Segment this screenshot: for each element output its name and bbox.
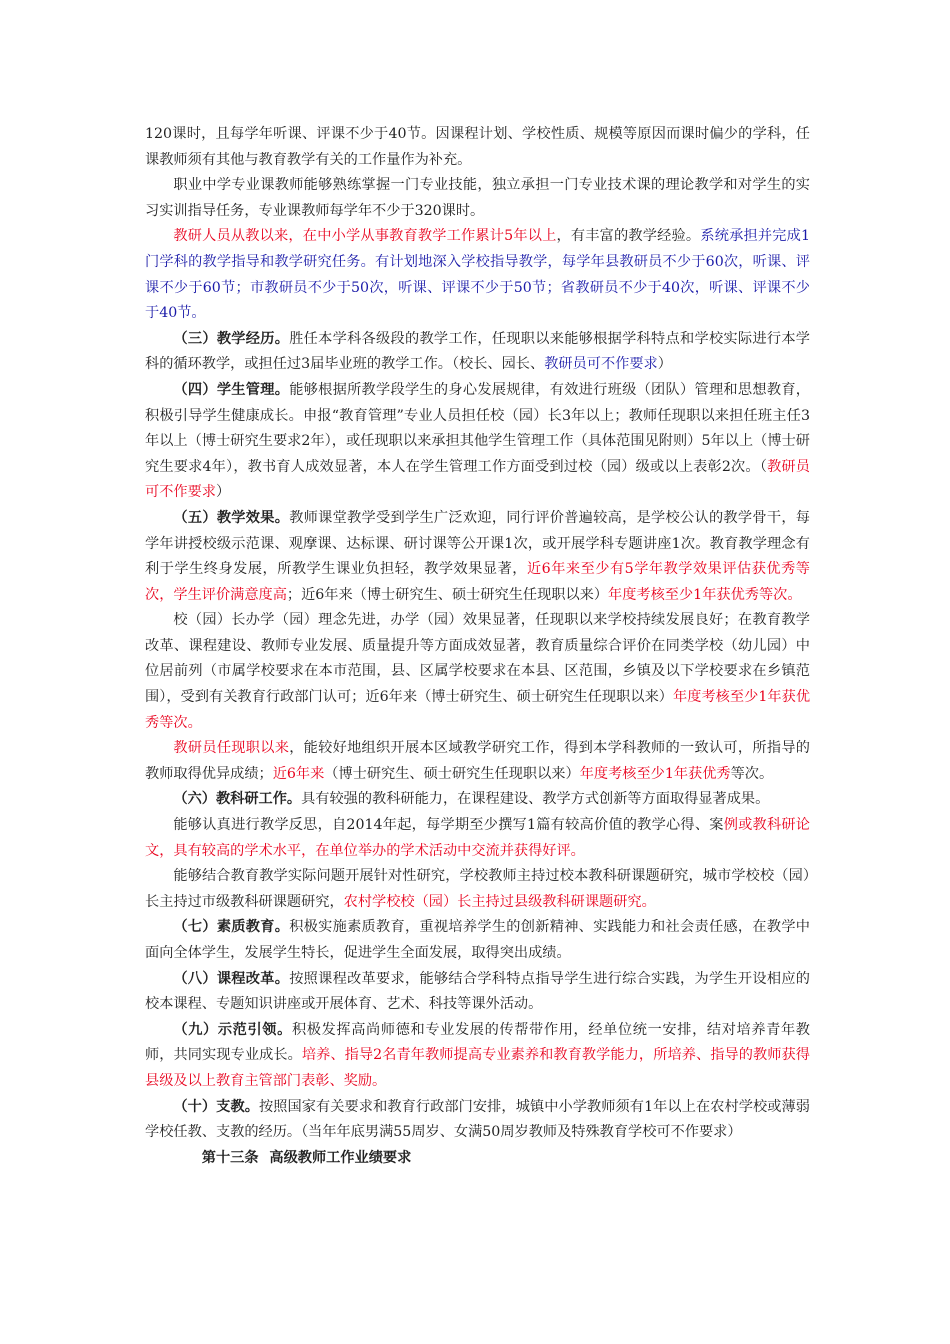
p4-text-run: 教研员可不作要求	[544, 356, 658, 373]
p10-text-run: 例或教科研论文，具有较高的学术水平，在单位举办的学术活动中交流并获得好评。	[145, 817, 810, 859]
paragraph-research-staff	[145, 224, 810, 326]
paragraph-class-hours	[145, 122, 810, 173]
document-body	[145, 122, 810, 1171]
p8-text-run: 教研员任现职以来	[173, 740, 290, 757]
p11-text-run: 能够结合教育教学实际问题开展针对性研究，学校教师主持过校本教科研课题研究，城市学校校（园）长主持过市级教科研课题研究，	[145, 868, 810, 910]
p6-text-run: ；近6年来（博士研究生、硕士研究生任现职以来）	[286, 586, 609, 603]
paragraph-research-projects	[145, 864, 810, 915]
paragraph-curriculum-reform	[145, 967, 810, 1018]
paragraph-researcher-effect	[145, 736, 810, 787]
paragraph-support-teaching	[145, 1095, 810, 1146]
p13-text-run: 按照课程改革要求，能够结合学科特点指导学生进行综合实践，为学生开设相应的校本课程、专题知识讲座或开展体育、艺术、科技等课外活动。	[145, 970, 810, 1013]
p8-text-run: ，能较好地组织开展本区域教学研究工作，得到本学科教师的一致认可，所指导的教师取得优异成绩；	[145, 740, 810, 782]
p5-text-run: （四）学生管理。	[173, 381, 290, 398]
p1-text-run: 120课时，且每学年听课、评课不少于40节。因课程计划、学校性质、规模等原因而课时偏少的学科，任课教师须有其他与教育教学有关的工作量作为补充。	[145, 126, 810, 168]
p9-text-run: 具有较强的教科研能力，在课程建设、教学方式创新等方面取得显著成果。	[301, 791, 770, 808]
paragraph-research-work	[145, 787, 810, 813]
p4-text-run: （三）教学经历。	[173, 330, 290, 347]
p4-text-run: ）	[657, 356, 672, 373]
article-title: 高级教师工作业绩要求	[269, 1149, 412, 1166]
p4-text-run: 胜任本学科各级段的教学工作，任现职以来能够根据学科特点和学校实际进行本学科的循环教学，或担任过3届毕业班的教学工作。（校长、园长、	[145, 330, 810, 373]
p14-text-run: 积极发挥高尚师德和专业发展的传帮带作用，经单位统一安排，结对培养青年教师，共同实现专业成长。	[145, 1021, 810, 1064]
p15-text-run: 按照国家有关要求和教育行政部门安排，城镇中小学教师须有1年以上在农村学校或薄弱学校任教、支教的经历。（当年年底男满55周岁、女满50周岁教师及特殊教育学校可不作要求）	[145, 1098, 810, 1141]
p3-text-run: 系统承担并完成1门学科的教学指导和教学研究任务。有计划地深入学校指导教学，每学年县教研员不少于60次，听课、评课不少于60节；市教研员不少于50次，听课、评课不少于50节；省教研员不少于40次，听课、评课不少于40节。	[145, 228, 810, 322]
p10-text-run: 能够认真进行教学反思，自2014年起，每学期至少撰写1篇有较高价值的教学心得、案	[173, 817, 724, 834]
p6-text-run: 近6年来至少有5学年教学效果评估获优秀等次，学生评价满意度高	[145, 561, 810, 603]
p6-text-run: 教师课堂教学受到学生广泛欢迎，同行评价普遍较高，是学校公认的教学骨干，每学年讲授校级示范课、观摩课、达标课、研讨课等公开课1次，或开展学科专题讲座1次。教育教学理念有利于学生终身发展，所教学生课业负担轻，教学效果显著，	[145, 509, 810, 578]
p7-text-run: 年度考核至少1年获优秀等次。	[145, 689, 811, 731]
paragraph-vocational-teachers	[145, 173, 810, 224]
p11-text-run: 农村学校校（园）长主持过县级教科研课题研究。	[343, 893, 656, 910]
p12-text-run: 积极实施素质教育，重视培养学生的创新精神、实践能力和社会责任感，在教学中面向全体学生，发展学生特长，促进学生全面发展，取得突出成绩。	[145, 919, 810, 961]
p8-text-run: （博士研究生、硕士研究生任现职以来）	[324, 765, 580, 782]
p14-text-run: （九）示范引领。	[173, 1021, 292, 1038]
p5-text-run: 能够根据所教学段学生的身心发展规律，有效进行班级（团队）管理和思想教育，积极引导学生健康成长。申报“教育管理”专业人员担任校（园）长3年以上；教师任现职以来担任班主任3年以上（博士研究生要求2年），或任现职以来承担其他学生管理工作（具体范围见附则）5年以上（博士研究生要求4年），教书育人成效显著，本人在学生管理工作方面受到过校（园）级或以上表彰2次。（	[145, 381, 810, 475]
paragraph-demonstration	[145, 1018, 810, 1095]
p3-text-run: ，有丰富的教学经验。	[556, 228, 701, 245]
article-number: 第十三条	[201, 1149, 259, 1166]
p8-text-run: 等次。	[730, 765, 774, 782]
paragraph-teaching-effect	[145, 506, 810, 608]
paragraph-quality-education	[145, 915, 810, 966]
p8-text-run: 近6年来	[272, 765, 325, 782]
p5-text-run: ）	[215, 484, 231, 501]
article-heading	[145, 1146, 810, 1172]
p15-text-run: （十）支教。	[173, 1098, 259, 1115]
p8-text-run: 年度考核至少1年获优秀	[579, 765, 731, 782]
p2-text-run: 职业中学专业课教师能够熟练掌握一门专业技能，独立承担一门专业技术课的理论教学和对学生的实习实训指导任务，专业课教师每学年不少于320课时。	[145, 177, 810, 219]
p9-text-run: （六）教科研工作。	[173, 791, 302, 808]
paragraph-student-management	[145, 378, 810, 506]
p14-text-run: 培养、指导2名青年教师提高专业素养和教育教学能力，所培养、指导的教师获得县级及以上教育主管部门表彰、奖励。	[145, 1047, 810, 1089]
paragraph-principal-effect	[145, 608, 810, 736]
p6-text-run: 年度考核至少1年获优秀等次。	[608, 586, 802, 603]
p7-text-run: 校（园）长办学（园）理念先进，办学（园）效果显著，任现职以来学校持续发展良好；在教育教学改革、课程建设、教师专业发展、质量提升等方面成效显著，教育质量综合评价在同类学校（幼儿园）中位居前列（市属学校要求在本市范围，县、区属学校要求在本县、区范围，乡镇及以下学校要求在乡镇范围），受到有关教育行政部门认可；近6年来（博士研究生、硕士研究生任现职以来）	[145, 612, 810, 706]
p12-text-run: （七）素质教育。	[173, 919, 290, 936]
paragraph-teaching-experience	[145, 327, 810, 378]
p13-text-run: （八）课程改革。	[173, 970, 290, 987]
paragraph-teaching-reflection	[145, 813, 810, 864]
p5-text-run: 教研员可不作要求	[145, 458, 810, 501]
p3-text-run: 教研人员从教以来，在中小学从事教育教学工作累计5年以上	[173, 228, 557, 245]
p6-text-run: （五）教学效果。	[173, 509, 290, 526]
